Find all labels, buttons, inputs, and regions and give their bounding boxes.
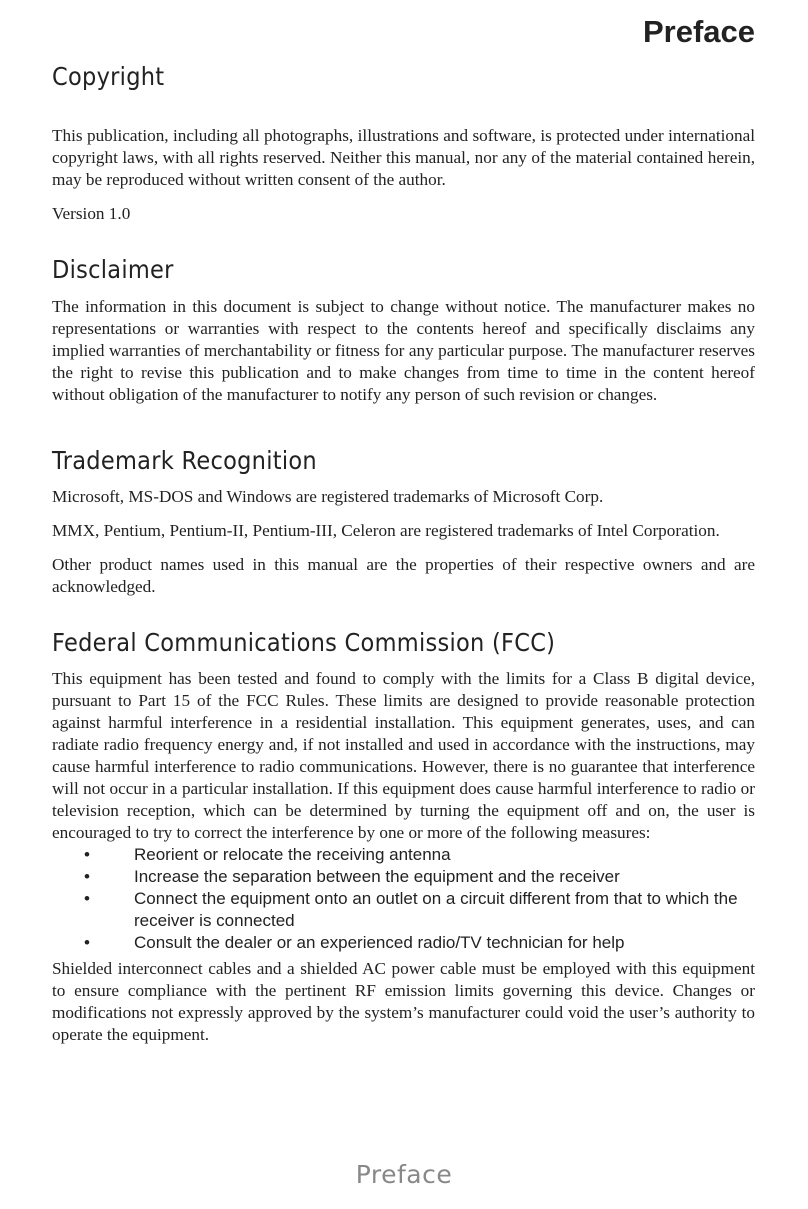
section-disclaimer: [52, 255, 755, 406]
disclaimer-heading: Disclaimer: [52, 255, 174, 284]
measure-text: Reorient or relocate the receiving antenna: [134, 845, 451, 864]
document-body: [52, 62, 755, 1046]
section-trademark-recognition: [52, 446, 755, 598]
measure-text: Connect the equipment onto an outlet on a circuit different from that to which the receiver is connected: [134, 889, 738, 930]
section-fcc: [52, 628, 755, 1046]
list-item: [52, 866, 755, 888]
measure-text: Consult the dealer or an experienced radio/TV technician for help: [134, 933, 625, 952]
disclaimer-paragraph: The information in this document is subject to change without notice. The manufacturer makes no representations or warranties with respect to the contents hereof and specifically disclaims any implied warranties of merchantability or fitness for any particular purpose. The manufacturer reserves the right to revise this publication and to make changes from time to time in the content hereof without obligation of the manufacturer to notify any person of such revision or changes.: [52, 297, 755, 404]
list-item: [52, 932, 755, 954]
copyright-heading: Copyright: [52, 62, 165, 91]
trademark-paragraph-intel: MMX, Pentium, Pentium-II, Pentium-III, Celeron are registered trademarks of Intel Corporation.: [52, 521, 720, 540]
list-item: [52, 844, 755, 866]
measure-text: Increase the separation between the equipment and the receiver: [134, 867, 620, 886]
fcc-heading: Federal Communications Commission (FCC): [52, 628, 556, 657]
trademark-paragraph-others: Other product names used in this manual are the properties of their respective owners and are acknowledged.: [52, 555, 755, 596]
bullet-icon: •: [84, 845, 90, 864]
trademark-heading: Trademark Recognition: [52, 446, 317, 475]
bullet-icon: •: [84, 933, 90, 952]
page-header-title: Preface: [642, 14, 755, 49]
version-text: Version 1.0: [52, 204, 131, 223]
trademark-paragraph-microsoft: Microsoft, MS-DOS and Windows are registered trademarks of Microsoft Corp.: [52, 487, 604, 506]
fcc-closing-paragraph: Shielded interconnect cables and a shielded AC power cable must be employed with this equipment to ensure compliance with the pertinent RF emission limits governing this device. Changes or modifications not expressly approved by the system’s manufacturer could void the user’s authority to operate the equipment.: [52, 959, 755, 1044]
bullet-icon: •: [84, 867, 90, 886]
bullet-icon: •: [84, 889, 90, 908]
fcc-intro-paragraph: This equipment has been tested and found to comply with the limits for a Class B digital device, pursuant to Part 15 of the FCC Rules. These limits are designed to provide reasonable protection against harmful interference in a residential installation. This equipment generates, uses, and can radiate radio frequency energy and, if not installed and used in accordance with the instructions, may cause harmful interference to radio communications. However, there is no guarantee that interference will not occur in a particular installation. If this equipment does cause harmful interference to radio or television reception, which can be determined by turning the equipment off and on, the user is encouraged to try to correct the interference by one or more of the following measures:: [52, 669, 755, 842]
page-footer-label: Preface: [355, 1160, 453, 1189]
section-copyright: [52, 62, 755, 225]
fcc-measures-list: [52, 844, 755, 954]
copyright-paragraph: This publication, including all photographs, illustrations and software, is protected under international copyright laws, with all rights reserved. Neither this manual, nor any of the material contained herein, may be reproduced without written consent of the author.: [52, 126, 755, 189]
list-item: [52, 888, 755, 932]
